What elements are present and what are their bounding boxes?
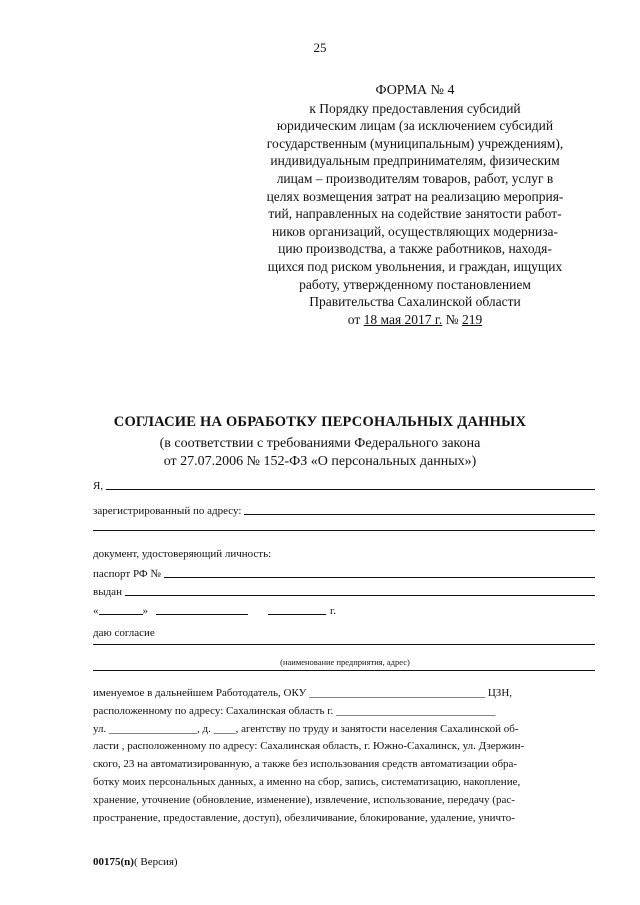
document-title: СОГЛАСИЕ НА ОБРАБОТКУ ПЕРСОНАЛЬНЫХ ДАННЫХ bbox=[113, 414, 527, 430]
body-line: пространение, предоставление, доступ), обезличивание, блокирование, удаление, уничто- bbox=[93, 811, 515, 824]
address-label: зарегистрированный по адресу: bbox=[93, 505, 242, 517]
issued-label: выдан bbox=[93, 586, 122, 598]
document-version: ( Версия) bbox=[133, 856, 178, 868]
passport-row bbox=[93, 568, 595, 580]
form-header-line: цию производства, а также работников, находя- bbox=[278, 241, 552, 257]
form-header-line: юридическим лицам (за исключением субсидий bbox=[276, 118, 554, 134]
form-header-line: к Порядку предоставления субсидий bbox=[309, 100, 521, 116]
issue-month-field[interactable] bbox=[156, 614, 248, 615]
issued-row bbox=[93, 586, 595, 598]
resolution-date: 18 мая 2017 г. bbox=[363, 311, 443, 327]
document-subtitle-line-2: от 27.07.2006 № 152-ФЗ «О персональных данных») bbox=[163, 453, 477, 469]
body-line: ласти , расположенному по адресу: Сахалинская область, г. Южно-Сахалинск, ул. Дзержин- bbox=[93, 740, 525, 753]
form-header-line: ников организаций, осуществляющих модерниза- bbox=[271, 223, 559, 239]
form-header-line: государственным (муниципальным) учреждениям), bbox=[266, 135, 564, 151]
body-line: ботку моих персональных данных, а именно на сбор, запись, систематизацию, накопление, bbox=[93, 775, 521, 788]
address-row-2 bbox=[93, 530, 595, 533]
body-line: именуемое в дальнейшем Работодатель, ОКУ ________________________________ ЦЗН, bbox=[93, 687, 513, 699]
address-field[interactable] bbox=[244, 514, 595, 515]
form-header-line: Правительства Сахалинской области bbox=[309, 294, 521, 310]
body-line: хранение, уточнение (обновление, изменение), извлечение, использование, передачу (рас- bbox=[93, 793, 515, 806]
issue-day-field[interactable] bbox=[99, 614, 143, 615]
footer bbox=[93, 856, 178, 868]
full-name-field[interactable] bbox=[106, 489, 595, 490]
form-header-line: индивидуальным предпринимателям, физическим bbox=[270, 153, 560, 169]
address-field-continuation[interactable] bbox=[93, 530, 595, 531]
id-doc-label: документ, удостоверяющий личность: bbox=[93, 548, 272, 560]
organization-field[interactable] bbox=[93, 644, 595, 645]
form-header-line: тий, направленных на содействие занятости работ- bbox=[268, 206, 562, 222]
form-header-line: лицам – производителям товаров, работ, услуг в bbox=[276, 170, 554, 186]
body-line: ул. ________________, д. ____, агентству по труду и занятости населения Сахалинской об- bbox=[93, 722, 519, 735]
issued-by-field[interactable] bbox=[125, 595, 595, 596]
passport-number-field[interactable] bbox=[164, 577, 595, 578]
form-title: ФОРМА № 4 bbox=[375, 83, 455, 98]
form-header-date-line bbox=[240, 311, 590, 329]
quote-close: » bbox=[142, 605, 148, 617]
passport-label: паспорт РФ № bbox=[93, 568, 161, 580]
date-prefix: от bbox=[347, 311, 361, 327]
body-line: расположенному по адресу: Сахалинская область г. _____________________________ bbox=[93, 704, 496, 717]
issue-date-row bbox=[93, 605, 336, 617]
organization-caption: (наименование предприятия, адрес) bbox=[280, 657, 410, 667]
number-prefix: № bbox=[445, 311, 459, 327]
org-row bbox=[93, 644, 595, 647]
name-row bbox=[93, 480, 595, 492]
form-header-line: целях возмещения затрат на реализацию мероприя- bbox=[266, 188, 564, 204]
org-row-2 bbox=[93, 670, 595, 673]
form-header-line: щихся под риском увольнения, и граждан, ищущих bbox=[267, 258, 563, 274]
form-header-line: работу, утвержденному постановлением bbox=[299, 276, 531, 292]
form-header bbox=[240, 82, 590, 328]
organization-field-continuation[interactable] bbox=[93, 670, 595, 671]
i-label: Я, bbox=[93, 480, 104, 492]
consent-row bbox=[93, 627, 595, 639]
document-subtitle bbox=[80, 435, 560, 470]
consent-label: даю согласие bbox=[93, 627, 155, 639]
consent-body bbox=[93, 685, 595, 827]
document-subtitle-line-1: (в соответствии с требованиями Федерального закона bbox=[159, 436, 481, 451]
resolution-number: 219 bbox=[461, 311, 483, 327]
address-row bbox=[93, 505, 595, 517]
page-number: 25 bbox=[313, 40, 327, 55]
quote-open: « bbox=[93, 605, 99, 617]
id-doc-row bbox=[93, 548, 595, 560]
body-line: ского, 23 на автоматизированную, а также без использования средств автоматизации обра- bbox=[93, 758, 518, 771]
year-suffix: г. bbox=[330, 605, 337, 617]
issue-year-field[interactable] bbox=[268, 614, 326, 615]
document-code: 00175(n) bbox=[93, 856, 134, 868]
